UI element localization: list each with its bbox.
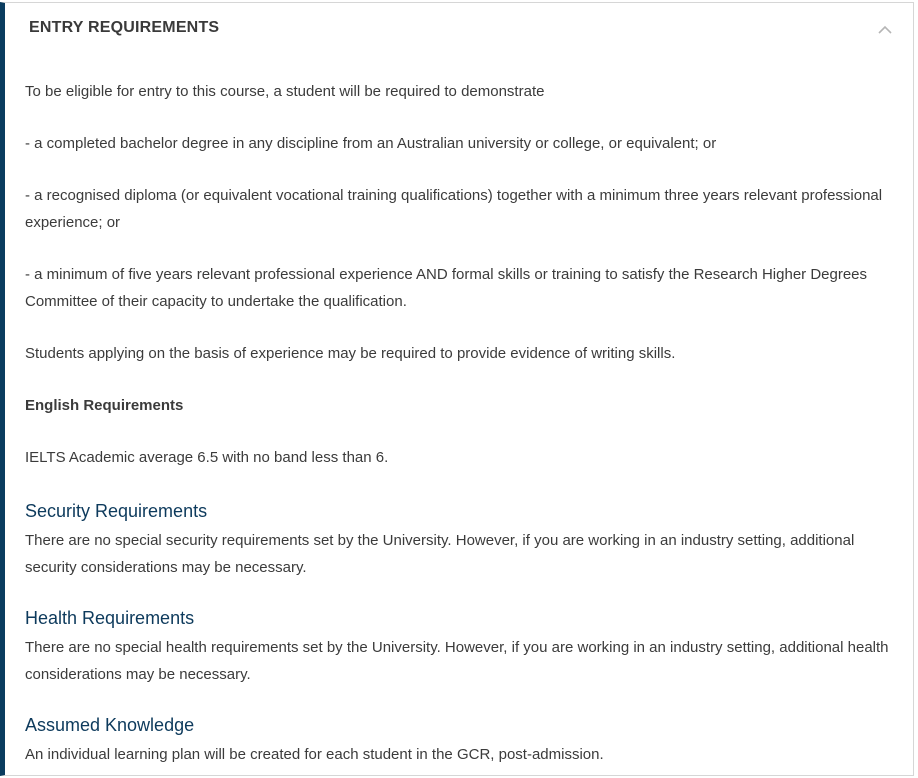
english-requirements-heading: English Requirements <box>25 397 184 414</box>
health-requirements-text: There are no special health requirements set by the University. However, if you are working in an industry setting, additional health considerations may be necessary. <box>25 639 889 683</box>
security-requirements-text: There are no special security requirements set by the University. However, if you are working in an industry setting, additional security considerations may be necessary. <box>25 532 855 576</box>
criteria-item-1: - a completed bachelor degree in any discipline from an Australian university or college, or equivalent; or <box>25 135 717 152</box>
panel-title: ENTRY REQUIREMENTS <box>29 19 220 36</box>
assumed-knowledge-text: An individual learning plan will be created for each student in the GCR, post-admission. <box>25 746 604 763</box>
criteria-item-2: - a recognised diploma (or equivalent vocational training qualifications) together with a minimum three years relevant professional experience; or <box>25 187 883 231</box>
panel-header[interactable] <box>5 3 913 55</box>
security-requirements-heading: Security Requirements <box>25 501 208 521</box>
entry-requirements-panel <box>0 2 914 776</box>
assumed-knowledge-heading: Assumed Knowledge <box>25 715 195 735</box>
entry-intro: To be eligible for entry to this course, a student will be required to demonstrate <box>25 83 545 100</box>
criteria-item-3: - a minimum of five years relevant professional experience AND formal skills or training to satisfy the Research Higher Degrees Committee of their capacity to undertake the qualification. <box>25 266 868 310</box>
chevron-up-icon <box>878 25 892 34</box>
english-requirements-text: IELTS Academic average 6.5 with no band less than 6. <box>25 449 389 466</box>
experience-note: Students applying on the basis of experience may be required to provide evidence of writing skills. <box>25 345 676 362</box>
collapse-button[interactable] <box>873 19 897 39</box>
health-requirements-heading: Health Requirements <box>25 608 195 628</box>
